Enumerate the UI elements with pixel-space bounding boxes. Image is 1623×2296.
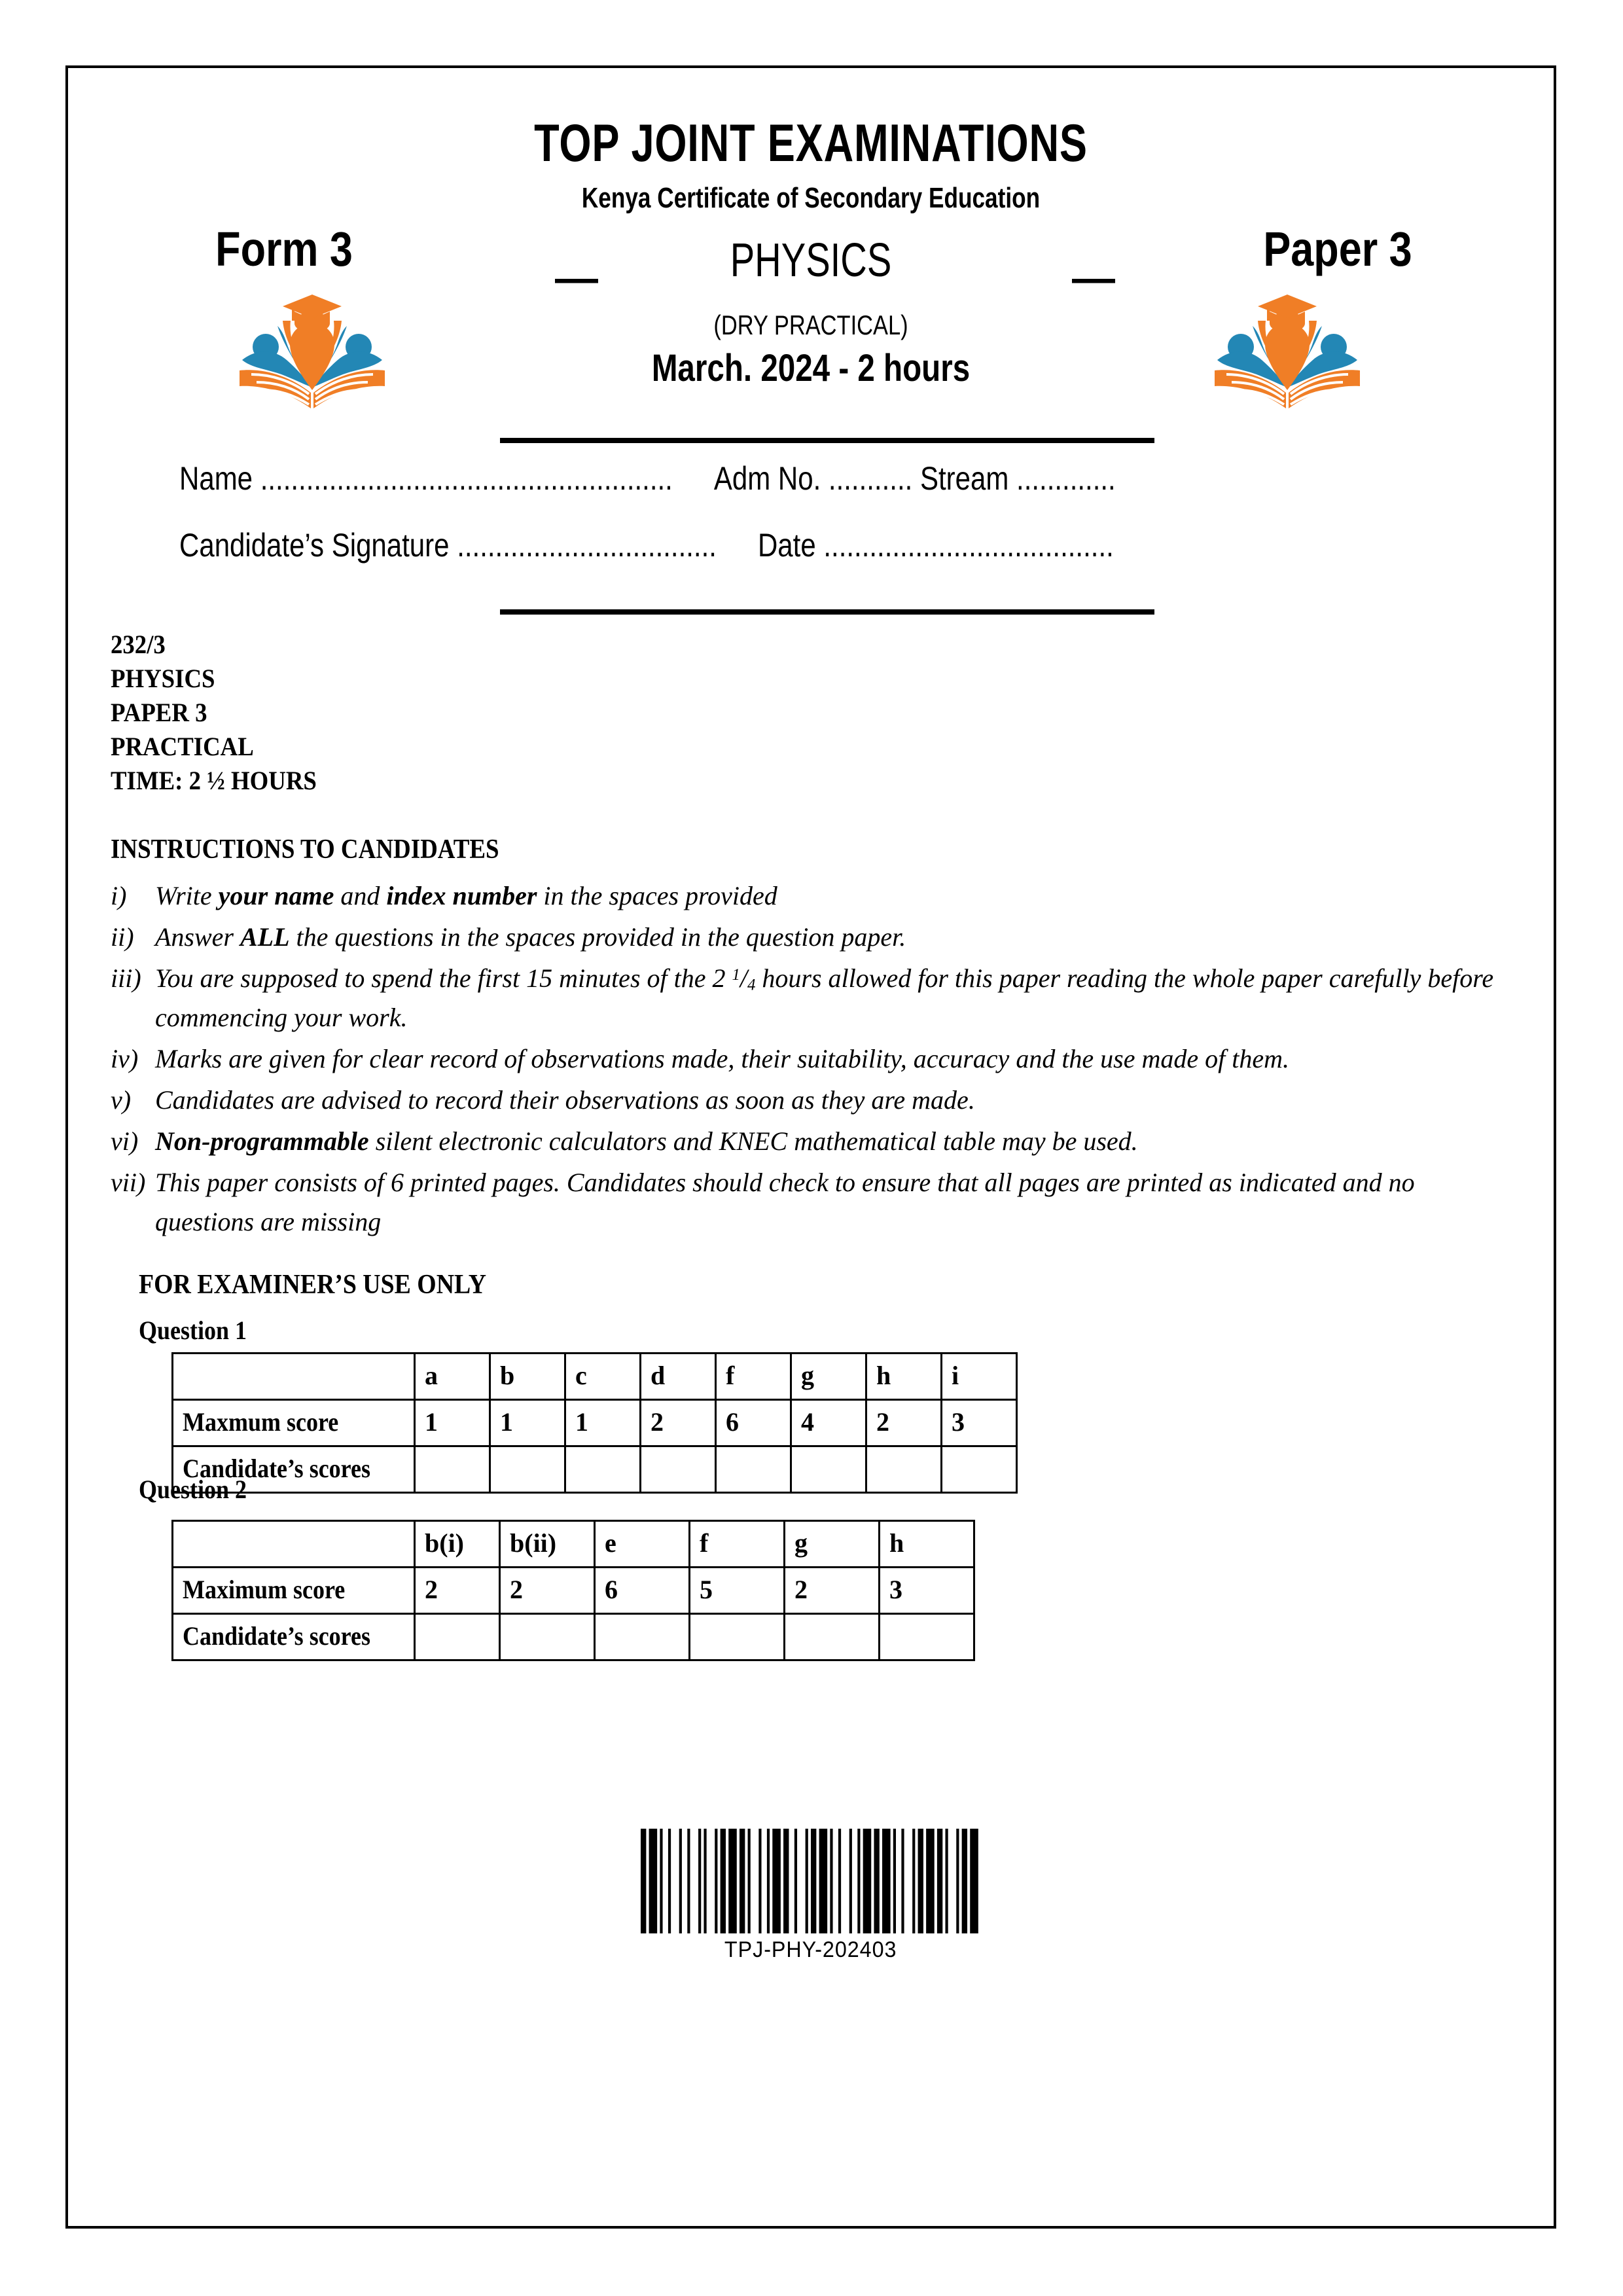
max-score-label: Maximum score bbox=[183, 1575, 346, 1604]
column-header: h bbox=[866, 1354, 942, 1400]
exam-date: March. 2024 - 2 hours bbox=[651, 347, 971, 389]
candidate-score-cell[interactable] bbox=[415, 1446, 490, 1493]
exam-header bbox=[68, 68, 1554, 605]
candidate-score-cell[interactable] bbox=[942, 1446, 1017, 1493]
max-score-cell: 6 bbox=[716, 1400, 791, 1446]
candidate-score-label: Candidate’s scores bbox=[183, 1621, 371, 1651]
table-header-row bbox=[173, 1354, 1017, 1400]
column-header: b(ii) bbox=[500, 1521, 595, 1568]
question2-label: Question 2 bbox=[139, 1475, 247, 1504]
exam-title: TOP JOINT EXAMINATIONS bbox=[534, 114, 1088, 173]
max-score-cell: 3 bbox=[880, 1568, 974, 1614]
max-score-cell: 3 bbox=[942, 1400, 1017, 1446]
candidate-signature-row bbox=[179, 528, 1246, 564]
signature-dotted-field[interactable]: .................................. bbox=[457, 527, 717, 564]
candidate-score-cell[interactable] bbox=[641, 1446, 716, 1493]
column-header: a bbox=[415, 1354, 490, 1400]
page-border bbox=[65, 65, 1556, 2229]
name-dotted-field[interactable]: ...................................................... bbox=[260, 460, 673, 497]
instruction-text: Answer ALL the questions in the spaces provided in the question paper. bbox=[155, 922, 906, 952]
column-header: f bbox=[716, 1354, 791, 1400]
paper-code-line: PRACTICAL bbox=[111, 732, 254, 761]
max-score-cell: 5 bbox=[690, 1568, 785, 1614]
max-score-cell: 1 bbox=[490, 1400, 565, 1446]
instruction-number: i) bbox=[111, 881, 127, 910]
max-score-cell: 2 bbox=[500, 1568, 595, 1614]
instructions-heading: INSTRUCTIONS TO CANDIDATES bbox=[111, 834, 499, 865]
candidate-score-cell[interactable] bbox=[880, 1614, 974, 1660]
instruction-item bbox=[111, 1122, 1505, 1162]
candidate-score-cell[interactable] bbox=[690, 1614, 785, 1660]
barcode-block bbox=[68, 1829, 1554, 1963]
instruction-number: v) bbox=[111, 1085, 132, 1115]
instruction-text: You are supposed to spend the first 15 minutes of the 2 $^1$/4 hours allowed for this paper reading the whole paper carefully before commencing your work. bbox=[155, 963, 1494, 1033]
adm-no-dotted-field[interactable]: ........... bbox=[828, 460, 913, 497]
form-label: Form 3 bbox=[215, 222, 353, 276]
max-score-cell: 1 bbox=[565, 1400, 641, 1446]
dash-separator-right: — bbox=[1072, 253, 1115, 302]
column-header: d bbox=[641, 1354, 716, 1400]
paper-code-line: PHYSICS bbox=[111, 664, 215, 693]
candidate-score-cell[interactable] bbox=[716, 1446, 791, 1493]
column-header: b(i) bbox=[415, 1521, 500, 1568]
instruction-number: vii) bbox=[111, 1167, 146, 1197]
adm-no-label: Adm No. bbox=[713, 460, 821, 497]
instruction-item bbox=[111, 876, 1505, 916]
barcode-image bbox=[641, 1829, 981, 1933]
corner-cell bbox=[173, 1521, 415, 1568]
max-score-label: Maxmum score bbox=[183, 1407, 339, 1437]
signature-label: Candidate’s Signature bbox=[179, 527, 450, 564]
paper-code-block bbox=[111, 628, 317, 798]
row-label bbox=[173, 1614, 415, 1660]
instruction-item bbox=[111, 1039, 1505, 1079]
table-row bbox=[173, 1614, 974, 1660]
row-label bbox=[173, 1568, 415, 1614]
instruction-text: Candidates are advised to record their observations as soon as they are made. bbox=[155, 1085, 975, 1115]
candidate-score-cell[interactable] bbox=[565, 1446, 641, 1493]
instruction-item bbox=[111, 959, 1505, 1039]
table-header-row bbox=[173, 1521, 974, 1568]
candidate-score-cell[interactable] bbox=[866, 1446, 942, 1493]
column-header: h bbox=[880, 1521, 974, 1568]
instruction-item bbox=[111, 1163, 1505, 1243]
max-score-cell: 2 bbox=[785, 1568, 880, 1614]
candidate-score-cell[interactable] bbox=[785, 1614, 880, 1660]
date-label: Date bbox=[757, 527, 816, 564]
max-score-cell: 2 bbox=[641, 1400, 716, 1446]
max-score-cell: 6 bbox=[595, 1568, 690, 1614]
practical-tag: (DRY PRACTICAL) bbox=[713, 310, 908, 340]
instruction-text: Non-programmable silent electronic calculators and KNEC mathematical table may be used. bbox=[155, 1126, 1138, 1156]
candidate-score-label: Candidate’s scores bbox=[183, 1454, 371, 1483]
candidate-score-cell[interactable] bbox=[415, 1614, 500, 1660]
graduation-book-logo-right bbox=[1212, 283, 1363, 414]
column-header: g bbox=[791, 1354, 866, 1400]
paper-code-line: 232/3 bbox=[111, 630, 166, 659]
examiner-use-heading: FOR EXAMINER’S USE ONLY bbox=[139, 1270, 487, 1300]
column-header: c bbox=[565, 1354, 641, 1400]
instruction-number: iv) bbox=[111, 1044, 139, 1074]
instruction-number: vi) bbox=[111, 1126, 139, 1156]
table-row bbox=[173, 1400, 1017, 1446]
max-score-cell: 4 bbox=[791, 1400, 866, 1446]
question1-label: Question 1 bbox=[139, 1316, 247, 1345]
paper-code-line: TIME: 2 ½ HOURS bbox=[111, 766, 317, 795]
column-header: f bbox=[690, 1521, 785, 1568]
paper-label: Paper 3 bbox=[1263, 222, 1412, 276]
question1-score-table bbox=[171, 1352, 1018, 1494]
row-label bbox=[173, 1400, 415, 1446]
candidate-score-cell[interactable] bbox=[791, 1446, 866, 1493]
header-rule-bottom bbox=[500, 609, 1154, 615]
candidate-score-cell[interactable] bbox=[500, 1614, 595, 1660]
column-header: i bbox=[942, 1354, 1017, 1400]
paper-code-line: PAPER 3 bbox=[111, 698, 207, 727]
instruction-text: Marks are given for clear record of observations made, their suitability, accuracy and the use made of them. bbox=[155, 1044, 1290, 1074]
column-header: g bbox=[785, 1521, 880, 1568]
max-score-cell: 2 bbox=[415, 1568, 500, 1614]
name-label: Name bbox=[179, 460, 253, 497]
instruction-text: Write your name and index number in the spaces provided bbox=[155, 881, 777, 910]
exam-subtitle: Kenya Certificate of Secondary Education bbox=[581, 182, 1041, 214]
graduation-book-logo-left bbox=[237, 283, 387, 414]
dash-separator-left: — bbox=[555, 253, 598, 302]
max-score-cell: 2 bbox=[866, 1400, 942, 1446]
table-row bbox=[173, 1446, 1017, 1493]
instruction-number: iii) bbox=[111, 963, 141, 993]
stream-label: Stream bbox=[919, 460, 1009, 497]
instruction-item bbox=[111, 1081, 1505, 1121]
candidate-identity-row bbox=[179, 461, 1246, 497]
column-header: b bbox=[490, 1354, 565, 1400]
stream-dotted-field[interactable]: ............. bbox=[1016, 460, 1116, 497]
date-dotted-field[interactable]: ...................................... bbox=[823, 527, 1114, 564]
max-score-cell: 1 bbox=[415, 1400, 490, 1446]
subject-name: PHYSICS bbox=[730, 234, 892, 287]
question2-score-table bbox=[171, 1520, 975, 1661]
header-rule-top bbox=[500, 438, 1154, 443]
instruction-item bbox=[111, 918, 1505, 958]
instruction-text: This paper consists of 6 printed pages. Candidates should check to ensure that all pages are printed as indicated and no questions are missing bbox=[155, 1167, 1415, 1237]
candidate-score-cell[interactable] bbox=[595, 1614, 690, 1660]
table-row bbox=[173, 1568, 974, 1614]
corner-cell bbox=[173, 1354, 415, 1400]
instructions-list bbox=[111, 876, 1505, 1244]
instruction-number: ii) bbox=[111, 922, 134, 952]
candidate-score-cell[interactable] bbox=[490, 1446, 565, 1493]
column-header: e bbox=[595, 1521, 690, 1568]
barcode-label: TPJ-PHY-202403 bbox=[724, 1937, 897, 1962]
